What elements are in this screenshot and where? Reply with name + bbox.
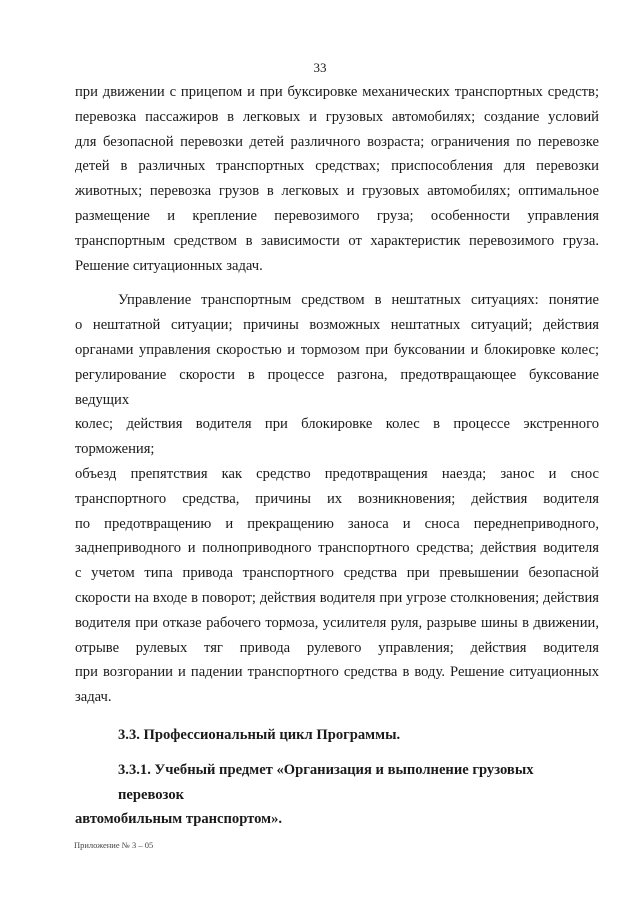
text-line: Управление транспортным средством в нештатных ситуациях: понятие [118,292,599,309]
text-line: заднеприводного и полноприводного транспортного средства; действия водителя [75,540,599,557]
text-line: объезд препятствия как средство предотвращения наезда; занос и снос [75,465,599,482]
text-line: перевозка пассажиров в легковых и грузовых автомобилях; создание условий [75,108,599,125]
text-line: по предотвращению и прекращению заноса и сноса переднеприводного, [75,515,599,532]
text-line: для безопасной перевозки детей различного возраста; ограничения по перевозке [75,133,599,150]
text-line: транспортного средства, причины их возникновения; действия водителя [75,490,599,507]
paragraph-cargo-transport [75,80,599,278]
text-line: задач. [75,689,112,706]
text-line: детей в различных транспортных средствах; приспособления для перевозки [75,158,599,175]
page-footer: Приложение № 3 – 05 [74,840,154,850]
subsection-heading-line: 3.3.1. Учебный предмет «Организация и выполнение грузовых перевозок [118,761,534,803]
subsection-heading-line: автомобильным транспортом». [75,811,283,828]
body-text [75,80,599,832]
text-line: транспортным средством в зависимости от характеристик перевозимого груза. [75,232,599,249]
text-line: о нештатной ситуации; причины возможных нештатных ситуаций; действия [75,317,599,334]
text-line: регулирование скорости в процессе разгона, предотвращающее буксование ведущих [75,366,599,408]
text-line: с учетом типа привода транспортного средства при превышении безопасной [75,565,599,582]
section-heading: 3.3. Профессиональный цикл Программы. [118,726,401,743]
text-line: водителя при отказе рабочего тормоза, усилителя руля, разрыве шины в движении, [75,614,599,631]
text-line: размещение и крепление перевозимого груза; особенности управления [75,207,599,224]
text-line: при возгорании и падении транспортного средства в воду. Решение ситуационных [75,664,599,681]
text-line: органами управления скоростью и тормозом при буксовании и блокировке колес; [75,341,599,358]
subsection-heading [75,758,599,832]
text-line: отрыве рулевых тяг привода рулевого управления; действия водителя [75,639,599,656]
text-line: колес; действия водителя при блокировке колес в процессе экстренного торможения; [75,416,599,458]
text-line: животных; перевозка грузов в легковых и грузовых автомобилях; оптимальное [75,183,599,200]
text-line: при движении с прицепом и при буксировке механических транспортных средств; [75,84,599,100]
page-number: 33 [313,60,327,75]
text-line: Решение ситуационных задач. [75,257,263,274]
text-line: скорости на входе в поворот; действия водителя при угрозе столкновения; действия [75,589,599,606]
paragraph-emergency-situations [75,288,599,710]
